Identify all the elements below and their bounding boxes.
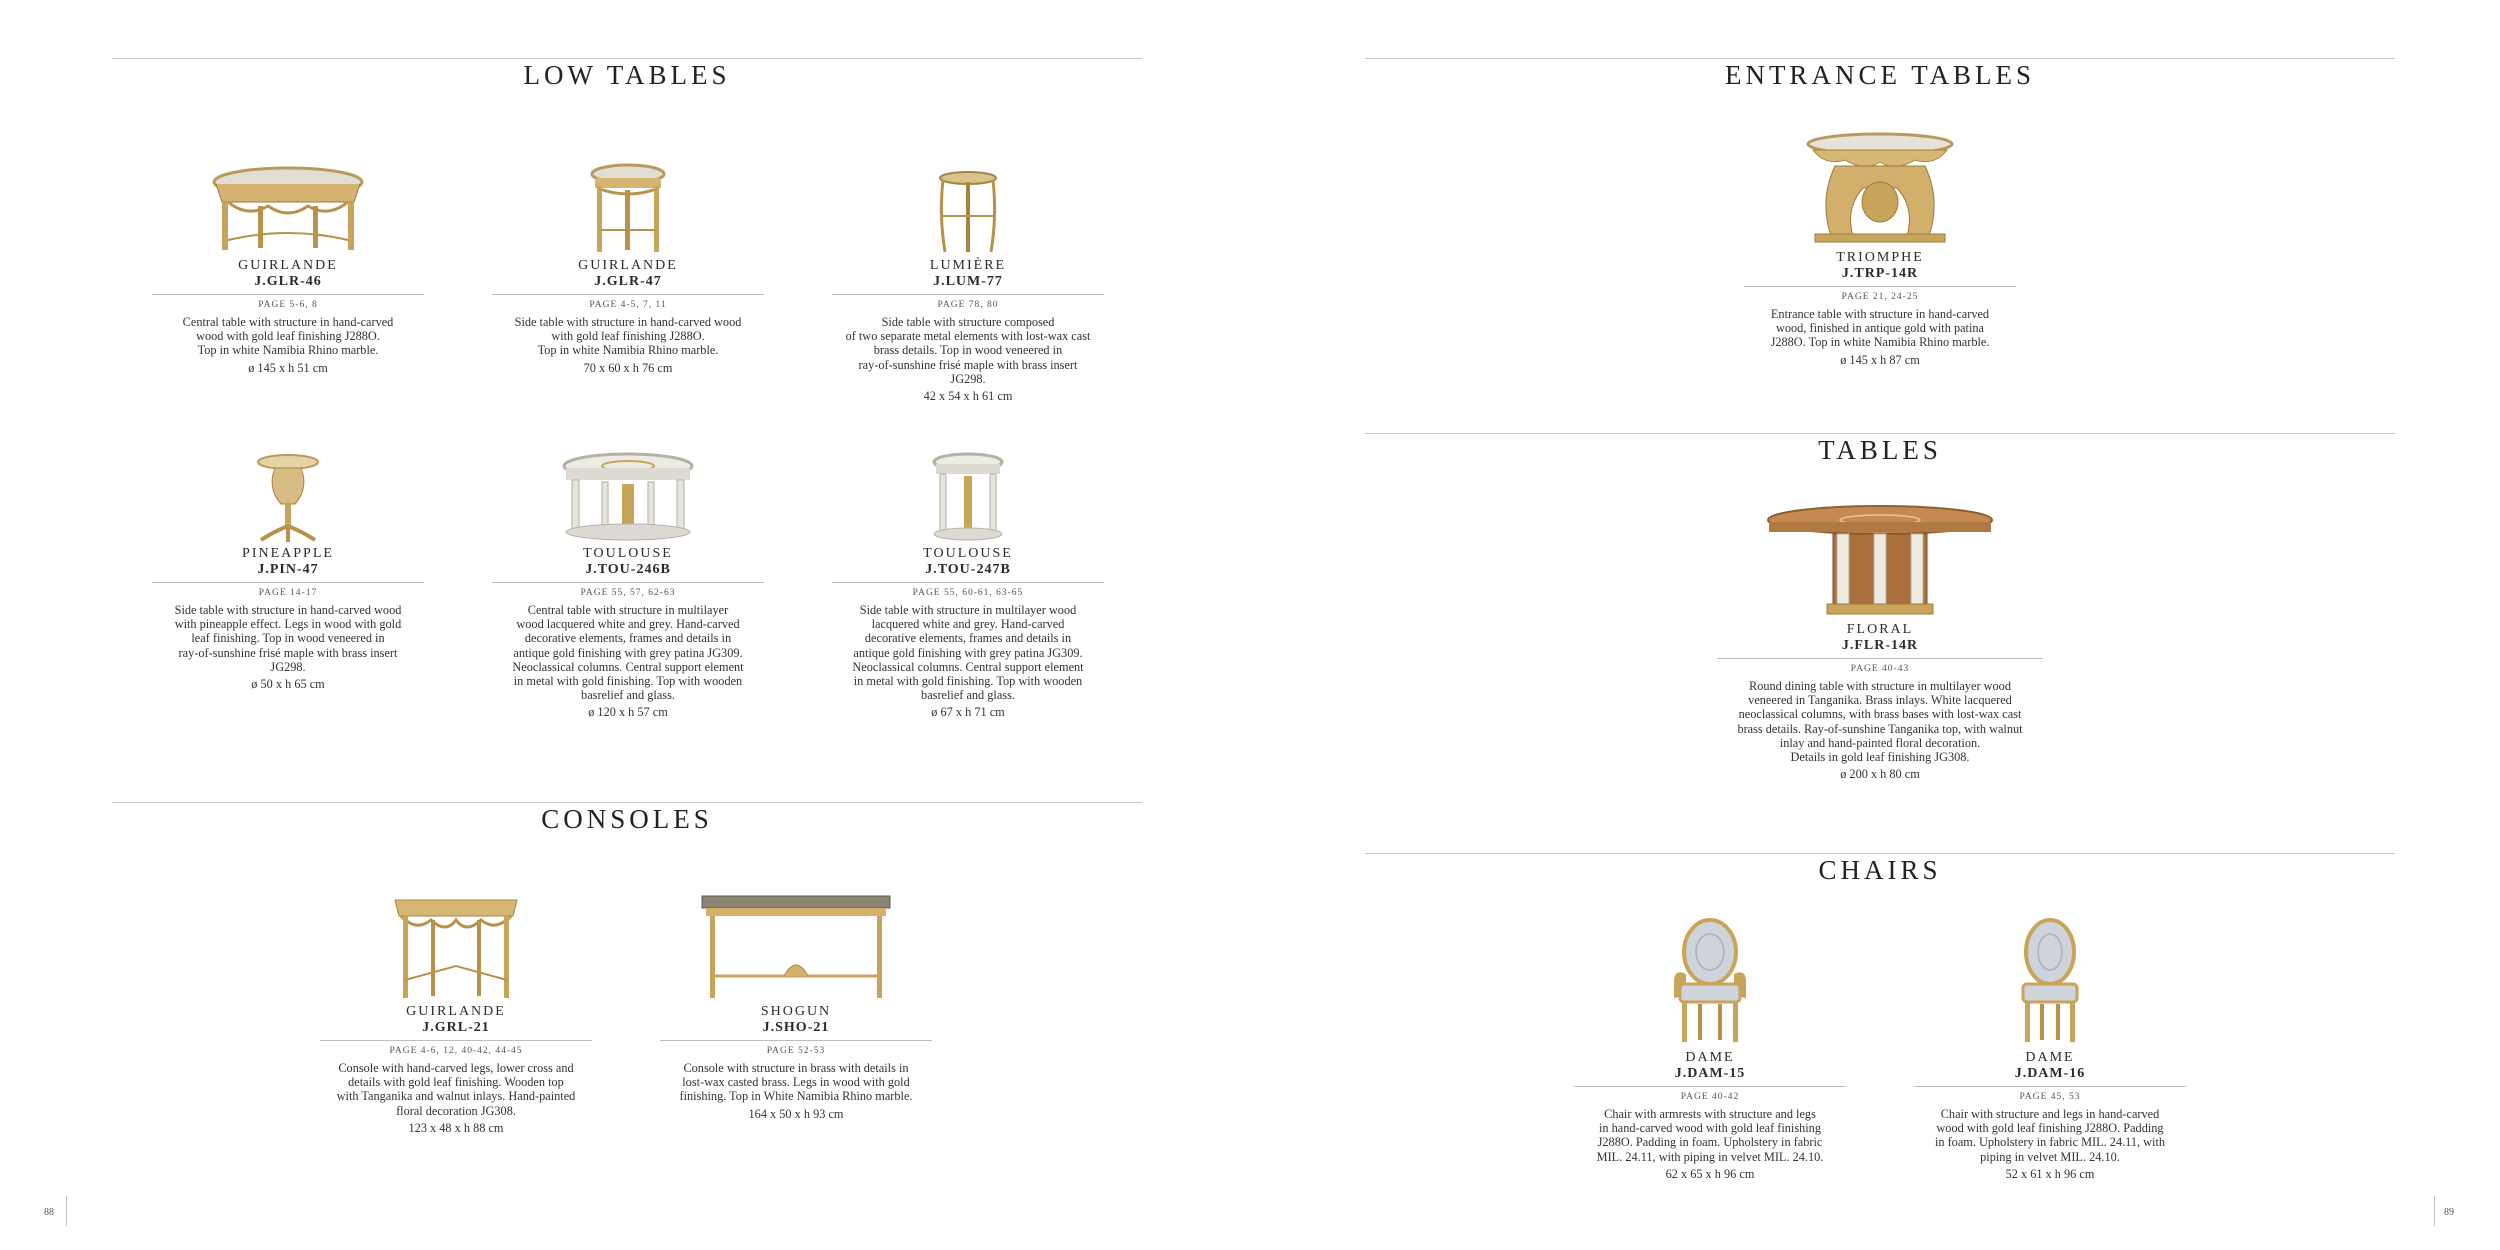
- card-divider: [152, 582, 424, 583]
- table-image-side-marble: [583, 160, 673, 256]
- page-number-right: 89: [2444, 1207, 2454, 1218]
- page-reference: PAGE 45, 53: [2019, 1092, 2081, 1102]
- product-description: Entrance table with structure in hand-carved wood, finished in antique gold with patina J288O. Top in white Namibia Rhino marble.: [1770, 307, 1990, 350]
- product-dimensions: ø 50 x h 65 cm: [251, 677, 325, 692]
- console-image-guirlande: [391, 892, 521, 1002]
- product-card-trp-14r: [1744, 130, 2016, 367]
- product-code: J.FLR-14R: [1841, 638, 1919, 653]
- card-divider: [832, 582, 1104, 583]
- product-name: LUMIÈRE: [929, 258, 1007, 273]
- page-reference: PAGE 40-43: [1850, 664, 1910, 674]
- page-reference: PAGE 4-5, 7, 11: [589, 300, 667, 310]
- section-title-consoles: CONSOLES: [541, 804, 713, 834]
- product-code: J.TOU-247B: [925, 562, 1011, 577]
- product-name: GUIRLANDE: [578, 258, 678, 273]
- product-dimensions: ø 145 x h 87 cm: [1840, 352, 1920, 367]
- product-card-flr-14r: [1717, 500, 2043, 781]
- product-description: Chair with armrests with structure and legs in hand-carved wood with gold leaf finishing J288O. Padding in foam. Upholstery in fabric MIL. 24.11, with piping in velvet MIL. 24.10.: [1596, 1107, 1824, 1164]
- product-description: Side table with structure in multilayer wood lacquered white and grey. Hand-carved decorative elements, frames and details in antique gold finishing with grey patina JG309. Neoclassical columns. Central support element in metal with gold finishing. Top with wooden basrelief and glass.: [852, 603, 1084, 703]
- product-card-dam-15: [1574, 918, 1846, 1181]
- page-reference: PAGE 14-17: [258, 588, 318, 598]
- console-image-shogun: [696, 892, 896, 1002]
- page-reference: PAGE 55, 57, 62-63: [580, 588, 676, 598]
- product-code: J.DAM-16: [2014, 1066, 2086, 1081]
- product-description: Central table with structure in multilayer wood lacquered white and grey. Hand-carved decorative elements, frames and details in antique gold finishing with grey patina JG309. Neoclassical columns. Central support element in metal with gold finishing. Top with wooden basrelief and glass.: [512, 603, 744, 703]
- section-title-low-tables: LOW TABLES: [523, 60, 731, 90]
- page-reference: PAGE 52-53: [766, 1046, 826, 1056]
- product-name: TOULOUSE: [923, 546, 1013, 561]
- product-dimensions: 70 x 60 x h 76 cm: [583, 360, 673, 375]
- product-card-sho-21: [660, 892, 932, 1121]
- section-title-tables: TABLES: [1818, 435, 1942, 465]
- card-divider: [320, 1040, 592, 1041]
- product-dimensions: ø 67 x h 71 cm: [931, 705, 1005, 720]
- product-description: Side table with structure composed of two separate metal elements with lost-wax cast brass details. Top in wood veneered in ray-of-sunshine frisé maple with brass insert JG298.: [845, 315, 1091, 386]
- product-card-tou-247b: [832, 448, 1104, 719]
- chair-image-side-chair: [2015, 918, 2085, 1048]
- product-code: J.DAM-15: [1674, 1066, 1746, 1081]
- page-number-left-bar: [66, 1196, 67, 1226]
- product-code: J.PIN-47: [257, 562, 319, 577]
- product-card-dam-16: [1914, 918, 2186, 1181]
- product-code: J.SHO-21: [762, 1020, 830, 1035]
- product-description: Round dining table with structure in multilayer wood veneered in Tanganika. Brass inlays. White lacquered neoclassical columns, with brass bases with lost-wax cast brass details. Ray-of-sunshine Tanganika top, with walnut inlay and hand-painted floral decoration. Details in gold leaf finishing JG308.: [1737, 679, 2023, 765]
- product-dimensions: ø 120 x h 57 cm: [588, 705, 668, 720]
- chair-image-armchair: [1668, 918, 1752, 1048]
- product-card-lum-77: [832, 160, 1104, 403]
- product-description: Side table with structure in hand-carved wood with gold leaf finishing J288O. Top in white Namibia Rhino marble.: [514, 315, 742, 358]
- card-divider: [1914, 1086, 2186, 1087]
- card-divider: [152, 294, 424, 295]
- product-code: J.GLR-47: [594, 274, 662, 289]
- table-image-metal-side: [933, 160, 1003, 256]
- product-code: J.TOU-246B: [585, 562, 671, 577]
- entrance-tables-rule: [1365, 58, 2395, 59]
- table-image-toulouse-side: [928, 448, 1008, 544]
- card-divider: [660, 1040, 932, 1041]
- card-divider: [832, 294, 1104, 295]
- table-image-round-marble: [208, 160, 368, 256]
- product-name: DAME: [2025, 1050, 2075, 1065]
- card-divider: [492, 294, 764, 295]
- product-name: DAME: [1685, 1050, 1735, 1065]
- product-card-grl-21: [320, 892, 592, 1135]
- product-dimensions: 164 x 50 x h 93 cm: [748, 1106, 844, 1121]
- product-description: Central table with structure in hand-carved wood with gold leaf finishing J288O. Top in white Namibia Rhino marble.: [182, 315, 394, 358]
- section-title-entrance-tables: ENTRANCE TABLES: [1724, 60, 2036, 90]
- product-name: FLORAL: [1846, 622, 1914, 637]
- table-image-triomphe: [1805, 130, 1955, 248]
- product-dimensions: 52 x 61 x h 96 cm: [2005, 1166, 2095, 1181]
- page-reference: PAGE 55, 60-61, 63-65: [912, 588, 1024, 598]
- product-name: PINEAPPLE: [242, 546, 334, 561]
- product-card-tou-246b: [492, 448, 764, 719]
- product-dimensions: 42 x 54 x h 61 cm: [923, 389, 1013, 404]
- table-image-pineapple: [253, 448, 323, 544]
- product-dimensions: 123 x 48 x h 88 cm: [408, 1120, 504, 1135]
- section-title-chairs: CHAIRS: [1818, 855, 1942, 885]
- card-divider: [1574, 1086, 1846, 1087]
- product-card-glr-46: [152, 160, 424, 375]
- product-code: J.LUM-77: [933, 274, 1003, 289]
- product-description: Chair with structure and legs in hand-carved wood with gold leaf finishing J288O. Padding in foam. Upholstery in fabric MIL. 24.11, with piping in velvet MIL. 24.10.: [1934, 1107, 2166, 1164]
- product-description: Console with structure in brass with details in lost-wax casted brass. Legs in wood with gold finishing. Top in White Namibia Rhino marble.: [679, 1061, 913, 1104]
- table-image-toulouse-central: [558, 448, 698, 544]
- product-code: J.GRL-21: [422, 1020, 490, 1035]
- tables-rule: [1365, 433, 2395, 434]
- page-number-left: 88: [44, 1207, 54, 1218]
- low-tables-rule: [112, 58, 1142, 59]
- page-reference: PAGE 21, 24-25: [1841, 292, 1919, 302]
- product-description: Side table with structure in hand-carved wood with pineapple effect. Legs in wood with gold leaf finishing. Top in wood veneered in ray-of-sunshine frisé maple with brass insert JG298.: [174, 603, 402, 674]
- product-dimensions: ø 200 x h 80 cm: [1840, 767, 1920, 782]
- product-name: GUIRLANDE: [238, 258, 338, 273]
- table-image-floral-dining: [1765, 500, 1995, 620]
- card-divider: [492, 582, 764, 583]
- product-name: TOULOUSE: [583, 546, 673, 561]
- page-reference: PAGE 40-42: [1680, 1092, 1740, 1102]
- page-reference: PAGE 4-6, 12, 40-42, 44-45: [389, 1046, 523, 1056]
- product-dimensions: 62 x 65 x h 96 cm: [1665, 1166, 1755, 1181]
- card-divider: [1744, 286, 2016, 287]
- product-card-glr-47: [492, 160, 764, 375]
- card-divider: [1717, 658, 2043, 659]
- product-card-pin-47: [152, 448, 424, 691]
- product-dimensions: ø 145 x h 51 cm: [248, 360, 328, 375]
- consoles-rule: [112, 802, 1142, 803]
- page-reference: PAGE 5-6, 8: [258, 300, 318, 310]
- chairs-rule: [1365, 853, 2395, 854]
- product-code: J.TRP-14R: [1841, 266, 1919, 281]
- product-code: J.GLR-46: [254, 274, 322, 289]
- product-name: SHOGUN: [760, 1004, 832, 1019]
- product-description: Console with hand-carved legs, lower cross and details with gold leaf finishing. Wooden top with Tanganika and walnut inlays. Hand-painted floral decoration JG308.: [336, 1061, 576, 1118]
- page-reference: PAGE 78, 80: [937, 300, 999, 310]
- product-name: GUIRLANDE: [406, 1004, 506, 1019]
- product-name: TRIOMPHE: [1836, 250, 1924, 265]
- page-number-right-bar: [2434, 1196, 2435, 1226]
